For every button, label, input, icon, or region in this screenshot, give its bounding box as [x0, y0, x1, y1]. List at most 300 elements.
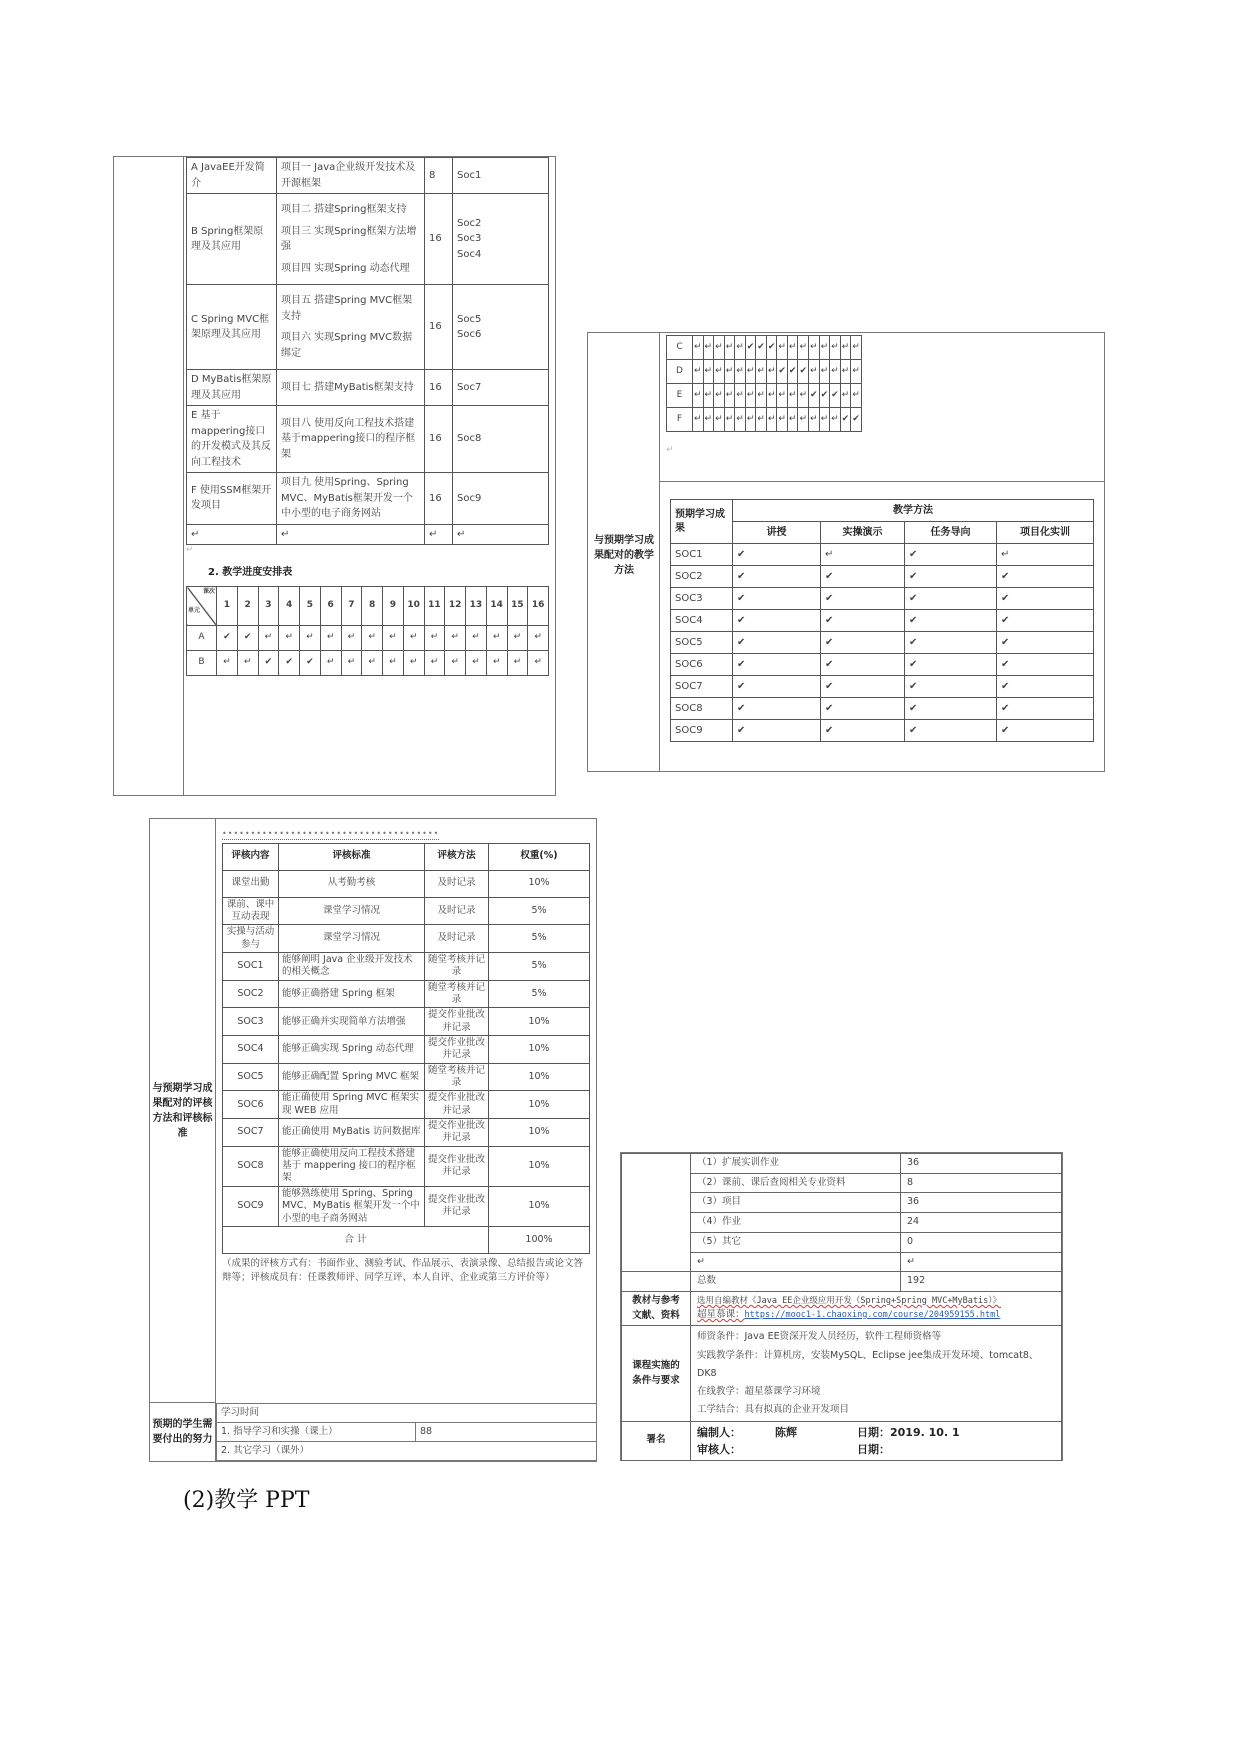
hours-item: （2）课前、课后查阅相关专业资料 [691, 1173, 901, 1193]
mooc-link[interactable]: https://mooc1-1.chaoxing.com/course/204959155.html [744, 1309, 1001, 1320]
schedule-empty: ↵ [798, 336, 809, 360]
method-check: ✔ [997, 566, 1094, 588]
assessment-standard: 课堂学习情况 [279, 925, 425, 953]
editor-label: 编制人： [697, 1425, 741, 1439]
hours-value: 0 [901, 1232, 1062, 1252]
hours-references-table [621, 1153, 1062, 1461]
hours-item: （5）其它 [691, 1232, 901, 1252]
project-item: 项目九 使用Spring、Spring MVC、MyBatis框架开发一个中小型的电子商务网站 [281, 477, 413, 519]
schedule-empty: ↵ [693, 384, 704, 408]
schedule-empty: ↵ [424, 651, 445, 676]
effort-hours: 88 [416, 1423, 597, 1442]
method-check: ✔ [733, 566, 821, 588]
hours-references-block [620, 1152, 1063, 1461]
hours-value: 24 [901, 1213, 1062, 1233]
assessment-row [223, 925, 590, 953]
effort-row [217, 1442, 597, 1461]
hours-cell: 16 [425, 473, 453, 525]
schedule-empty: ↵ [819, 360, 830, 384]
schedule-empty: ↵ [703, 360, 714, 384]
return-mark: ↵ [666, 445, 674, 455]
hours-side-cell [622, 1154, 691, 1272]
method-soc: SOC7 [671, 676, 733, 698]
soc-item: Soc4 [457, 248, 482, 260]
assessment-header: 权重(%) [489, 843, 590, 870]
method-check: ✔ [997, 610, 1094, 632]
schedule-check: ✔ [819, 384, 830, 408]
assessment-method: 随堂考核并记录 [425, 1063, 489, 1091]
assessment-standard: 能够阐明 Java 企业级开发技术的相关概念 [279, 952, 425, 980]
schedule-unit: D [667, 360, 693, 384]
schedule-empty: ↵ [528, 651, 549, 676]
assessment-row [223, 1186, 590, 1226]
assessment-header-row [223, 843, 590, 870]
assessment-standard: 能够正确使用反向工程技术搭建基于 mappering 接口的程序框架 [279, 1146, 425, 1186]
method-column: 项目化实训 [997, 522, 1094, 544]
module-cell: C Spring MVC框架原理及其应用 [187, 285, 277, 370]
assessment-row [223, 952, 590, 980]
assessment-standard: 课堂学习情况 [279, 897, 425, 925]
method-check: ✔ [733, 610, 821, 632]
content-row [187, 406, 549, 473]
project-item: 项目八 使用反向工程技术搭建基于mappering接口的程序框架 [281, 417, 416, 460]
schedule-empty: ↵ [840, 384, 851, 408]
method-soc: SOC3 [671, 588, 733, 610]
schedule-empty: ↵ [341, 626, 362, 651]
schedule-empty: ↵ [341, 651, 362, 676]
method-row [671, 588, 1094, 610]
effort-table [216, 1403, 596, 1461]
schedule-empty: ↵ [724, 408, 735, 432]
schedule-empty: ↵ [693, 360, 704, 384]
schedule-empty: ↵ [528, 626, 549, 651]
soc-cell [453, 194, 549, 285]
module-cell: D MyBatis框架原理及其应用 [187, 370, 277, 406]
hours-item: （3）项目 [691, 1193, 901, 1213]
hours-value: 8 [901, 1173, 1062, 1193]
schedule-corner [187, 587, 217, 626]
assessment-standard: 能正确使用 Spring MVC 框架实现 WEB 应用 [279, 1091, 425, 1119]
assessment-method: 及时记录 [425, 870, 489, 897]
schedule-title: 2. 教学进度安排表 [208, 567, 293, 578]
schedule-empty: ↵ [745, 408, 756, 432]
schedule-week: 15 [507, 587, 528, 626]
course-content-block [113, 156, 556, 796]
project-item: 项目四 实现Spring 动态代理 [281, 262, 410, 274]
assessment-weight: 5% [489, 897, 590, 925]
schedule-week: 8 [362, 587, 383, 626]
method-soc: SOC1 [671, 544, 733, 566]
method-check: ✔ [821, 720, 905, 742]
assessment-standard: 从考勤考核 [279, 870, 425, 897]
assessment-method: 提交作业批改并记录 [425, 1036, 489, 1064]
method-column: 实操演示 [821, 522, 905, 544]
soc-cell [453, 406, 549, 473]
schedule-table-part1 [186, 586, 549, 676]
schedule-empty: ↵ [756, 384, 767, 408]
module-cell: B Spring框架原理及其应用 [187, 194, 277, 285]
hours-total-value: 192 [901, 1272, 1062, 1292]
schedule-empty: ↵ [703, 336, 714, 360]
method-column: 讲授 [733, 522, 821, 544]
schedule-empty: ↵ [766, 408, 777, 432]
method-row [671, 676, 1094, 698]
schedule-empty: ↵ [320, 651, 341, 676]
effort-time-label: 学习时间 [217, 1404, 597, 1423]
assessment-weight: 10% [489, 1146, 590, 1186]
method-check: ✔ [733, 588, 821, 610]
method-soc: SOC8 [671, 698, 733, 720]
hours-cell: 16 [425, 370, 453, 406]
schedule-row [667, 336, 862, 360]
method-check: ✔ [821, 698, 905, 720]
schedule-empty: ↵ [383, 651, 404, 676]
empty-cell: ↵ [277, 524, 425, 545]
project-item: 项目六 实现Spring MVC数据绑定 [281, 332, 413, 359]
method-check: ✔ [997, 654, 1094, 676]
schedule-row [667, 360, 862, 384]
project-item: 项目一 Java企业级开发技术及开源框架 [281, 162, 416, 189]
date-value: 2019. 10. 1 [890, 1425, 960, 1439]
schedule-empty: ↵ [258, 626, 279, 651]
schedule-empty: ↵ [714, 384, 725, 408]
projects-cell [277, 473, 425, 525]
soc-item: Soc6 [457, 329, 482, 340]
content-row [187, 473, 549, 525]
soc-cell [453, 285, 549, 370]
assessment-note: （成果的评核方式有：书面作业、测验考试、作品展示、表演录像、总结报告或论文答辩等；评核成员有：任课教师评、同学互评、本人自评、企业或第三方评价等） [222, 1257, 584, 1284]
schedule-check: ✔ [217, 626, 238, 651]
project-item: 项目七 搭建MyBatis框架支持 [281, 381, 414, 393]
schedule-empty: ↵ [300, 626, 321, 651]
schedule-empty: ↵ [851, 336, 862, 360]
conditions-row [622, 1326, 1062, 1421]
schedule-empty: ↵ [362, 651, 383, 676]
return-mark: ↵ [186, 545, 194, 555]
content-row [187, 370, 549, 406]
hours-value: 36 [901, 1193, 1062, 1213]
schedule-empty: ↵ [766, 360, 777, 384]
assessment-content: 课前、课中互动表现 [223, 897, 279, 925]
assessment-method: 随堂考核并记录 [425, 980, 489, 1008]
schedule-empty: ↵ [745, 360, 756, 384]
corner-bottom: 单元 [188, 607, 201, 615]
assessment-row [223, 1063, 590, 1091]
references-row [622, 1292, 1062, 1326]
assessment-method: 随堂考核并记录 [425, 952, 489, 980]
dotted-line: •••••••••••••••••••••••••••••••••••••• [222, 829, 440, 838]
hours-cell: 16 [425, 194, 453, 285]
method-check: ✔ [997, 698, 1094, 720]
schedule-empty: ↵ [735, 336, 746, 360]
schedule-empty: ↵ [798, 384, 809, 408]
signature-row [622, 1421, 1062, 1460]
schedule-empty: ↵ [445, 651, 466, 676]
schedule-empty: ↵ [403, 626, 424, 651]
soc-item: Soc9 [457, 492, 482, 504]
method-check: ✔ [997, 588, 1094, 610]
schedule-empty: ↵ [320, 626, 341, 651]
assessment-side-label: 与预期学习成果配对的评核方法和评核标准 [150, 819, 216, 1403]
assessment-method: 提交作业批改并记录 [425, 1146, 489, 1186]
methods-columns-row [671, 522, 1094, 544]
assessment-standard: 能够正确配置 Spring MVC 框架 [279, 1063, 425, 1091]
module-cell: A JavaEE开发简介 [187, 158, 277, 194]
assessment-row [223, 1091, 590, 1119]
projects-cell [277, 406, 425, 473]
schedule-row [187, 651, 549, 676]
block1-side-column [114, 157, 184, 795]
method-check: ✔ [821, 676, 905, 698]
schedule-week: 7 [341, 587, 362, 626]
module-cell: F 使用SSM框架开发项目 [187, 473, 277, 525]
assessment-weight: 10% [489, 1119, 590, 1147]
schedule-empty: ↵ [766, 384, 777, 408]
method-empty: ↵ [821, 544, 905, 566]
schedule-empty: ↵ [819, 336, 830, 360]
methods-side-label: 与预期学习成果配对的教学方法 [594, 535, 654, 576]
content-row [187, 194, 549, 285]
schedule-empty: ↵ [466, 626, 487, 651]
empty-cell: ↵ [425, 524, 453, 545]
schedule-empty: ↵ [703, 384, 714, 408]
projects-cell [277, 370, 425, 406]
schedule-empty: ↵ [809, 336, 820, 360]
assessment-row [223, 1119, 590, 1147]
schedule-check: ✔ [258, 651, 279, 676]
schedule-week: 14 [486, 587, 507, 626]
schedule-empty: ↵ [830, 336, 841, 360]
assessment-method: 及时记录 [425, 925, 489, 953]
schedule-check: ✔ [766, 336, 777, 360]
assessment-standard: 能够正确实现 Spring 动态代理 [279, 1036, 425, 1064]
method-check: ✔ [905, 566, 997, 588]
method-empty: ↵ [997, 544, 1094, 566]
schedule-week: 12 [445, 587, 466, 626]
schedule-empty: ↵ [383, 626, 404, 651]
assessment-content: SOC6 [223, 1091, 279, 1119]
effort-side-label: 预期的学生需要付出的努力 [150, 1403, 216, 1461]
effort-time-row [217, 1404, 597, 1423]
assessment-row [223, 1008, 590, 1036]
method-row [671, 544, 1094, 566]
projects-cell [277, 285, 425, 370]
schedule-check: ✔ [777, 360, 788, 384]
hours-cell: 16 [425, 406, 453, 473]
assessment-weight: 5% [489, 952, 590, 980]
method-soc: SOC5 [671, 632, 733, 654]
hours-item: （4）作业 [691, 1213, 901, 1233]
schedule-empty: ↵ [466, 651, 487, 676]
condition-line: 在线教学：超星慕课学习环境 [697, 1385, 821, 1397]
schedule-empty: ↵ [279, 626, 300, 651]
schedule-table-part2 [666, 335, 862, 432]
module-cell: E 基于mappering接口的开发模式及其反向工程技术 [187, 406, 277, 473]
teaching-methods-block [587, 332, 1105, 772]
hours-row [622, 1154, 1062, 1174]
effort-area [216, 1403, 596, 1461]
schedule-empty: ↵ [840, 360, 851, 384]
assessment-standard: 能够熟练使用 Spring、Spring MVC、MyBatis 框架开发一个中小型的电子商务网站 [279, 1186, 425, 1226]
signature-label: 署名 [622, 1421, 691, 1460]
hours-cell: 16 [425, 285, 453, 370]
date-label: 日期： [857, 1425, 890, 1439]
schedule-empty: ↵ [237, 651, 258, 676]
schedule-empty: ↵ [830, 360, 841, 384]
project-item: 项目三 实现Spring框架方法增强 [281, 225, 417, 252]
method-soc: SOC4 [671, 610, 733, 632]
method-row [671, 566, 1094, 588]
condition-line: 师资条件：Java EE资深开发人员经历，软件工程师资格等 [697, 1331, 942, 1343]
schedule-week: 1 [217, 587, 238, 626]
editor-name: 陈辉 [775, 1425, 797, 1439]
conditions-cell [691, 1326, 1062, 1421]
soc-item: Soc1 [457, 169, 482, 181]
assessment-content: SOC5 [223, 1063, 279, 1091]
soc-item: Soc2 [457, 217, 482, 229]
empty-cell: ↵ [453, 524, 549, 545]
methods-header-group: 教学方法 [733, 500, 1094, 522]
schedule-check: ✔ [798, 360, 809, 384]
schedule-empty: ↵ [798, 408, 809, 432]
soc-item: Soc3 [457, 233, 482, 245]
assessment-area [222, 821, 590, 1401]
method-soc: SOC9 [671, 720, 733, 742]
schedule-empty: ↵ [735, 360, 746, 384]
method-check: ✔ [905, 676, 997, 698]
schedule-empty: ↵ [403, 651, 424, 676]
schedule-empty: ↵ [724, 336, 735, 360]
assessment-content: SOC2 [223, 980, 279, 1008]
schedule-week: 6 [320, 587, 341, 626]
schedule-check: ✔ [809, 384, 820, 408]
assessment-standard: 能够正确搭建 Spring 框架 [279, 980, 425, 1008]
schedule-empty: ↵ [819, 408, 830, 432]
reviewer-date-label: 日期： [857, 1442, 890, 1456]
reviewer-label: 审核人： [697, 1442, 741, 1456]
hours-item: （1）扩展实训作业 [691, 1154, 901, 1174]
assessment-method: 及时记录 [425, 897, 489, 925]
method-row [671, 720, 1094, 742]
method-row [671, 654, 1094, 676]
corner-top: 课次 [202, 588, 215, 595]
schedule-row [667, 408, 862, 432]
schedule-row [667, 384, 862, 408]
schedule-empty: ↵ [486, 651, 507, 676]
schedule-empty: ↵ [777, 408, 788, 432]
assessment-content: 实操与活动参与 [223, 925, 279, 953]
assessment-standard: 能够正确并实现简单方法增强 [279, 1008, 425, 1036]
schedule-week: 2 [237, 587, 258, 626]
soc-cell [453, 158, 549, 194]
empty-cell: ↵ [187, 524, 277, 545]
assessment-weight: 10% [489, 1036, 590, 1064]
assessment-header: 评核方法 [425, 843, 489, 870]
schedule-week: 3 [258, 587, 279, 626]
method-check: ✔ [821, 566, 905, 588]
assessment-weight: 10% [489, 1008, 590, 1036]
content-row [187, 285, 549, 370]
schedule-week: 9 [383, 587, 404, 626]
method-check: ✔ [905, 632, 997, 654]
assessment-row [223, 1036, 590, 1064]
schedule-check: ✔ [787, 360, 798, 384]
schedule-week: 16 [528, 587, 549, 626]
methods-area [670, 485, 1094, 767]
assessment-content: 课堂出勤 [223, 870, 279, 897]
content-row [187, 158, 549, 194]
projects-cell [277, 158, 425, 194]
assessment-weight: 10% [489, 1091, 590, 1119]
method-check: ✔ [733, 720, 821, 742]
assessment-content: SOC8 [223, 1146, 279, 1186]
schedule-unit: A [187, 626, 217, 651]
schedule-check: ✔ [300, 651, 321, 676]
schedule-unit: F [667, 408, 693, 432]
assessment-content: SOC9 [223, 1186, 279, 1226]
method-check: ✔ [905, 588, 997, 610]
schedule-empty: ↵ [756, 408, 767, 432]
schedule-empty: ↵ [840, 336, 851, 360]
schedule-empty: ↵ [777, 336, 788, 360]
method-column: 任务导向 [905, 522, 997, 544]
method-soc: SOC6 [671, 654, 733, 676]
assessment-content: SOC3 [223, 1008, 279, 1036]
method-check: ✔ [821, 654, 905, 676]
total-side-cell [622, 1272, 691, 1292]
method-check: ✔ [905, 544, 997, 566]
schedule-empty: ↵ [851, 360, 862, 384]
schedule-empty: ↵ [787, 384, 798, 408]
hours-value: ↵ [901, 1252, 1062, 1272]
method-check: ✔ [905, 698, 997, 720]
assessment-row [223, 870, 590, 897]
method-check: ✔ [821, 610, 905, 632]
soc-item: Soc7 [457, 381, 482, 393]
effort-item: 2. 其它学习（课外） [217, 1442, 597, 1461]
project-item: 项目二 搭建Spring框架支持 [281, 204, 407, 215]
method-check: ✔ [821, 588, 905, 610]
total-row [622, 1272, 1062, 1292]
schedule-row [187, 626, 549, 651]
schedule-empty: ↵ [703, 408, 714, 432]
method-check: ✔ [733, 654, 821, 676]
assessment-weight: 10% [489, 1186, 590, 1226]
schedule-empty: ↵ [735, 384, 746, 408]
schedule-unit: B [187, 651, 217, 676]
schedule-empty: ↵ [714, 408, 725, 432]
hours-cell: 8 [425, 158, 453, 194]
schedule-continuation-cell [660, 333, 1104, 482]
course-content-table [186, 157, 549, 545]
assessment-method: 提交作业批改并记录 [425, 1119, 489, 1147]
assessment-method: 提交作业批改并记录 [425, 1008, 489, 1036]
assessment-table [222, 843, 590, 1254]
schedule-empty: ↵ [809, 360, 820, 384]
schedule-header-row [187, 587, 549, 626]
schedule-empty: ↵ [787, 336, 798, 360]
schedule-week: 13 [466, 587, 487, 626]
schedule-unit: E [667, 384, 693, 408]
method-row [671, 610, 1094, 632]
assessment-total-row [223, 1226, 590, 1253]
schedule-empty: ↵ [424, 626, 445, 651]
schedule-check: ✔ [851, 408, 862, 432]
assessment-weight: 5% [489, 980, 590, 1008]
schedule-empty: ↵ [724, 360, 735, 384]
methods-header-outcome: 预期学习成果 [671, 500, 733, 544]
schedule-week: 10 [403, 587, 424, 626]
